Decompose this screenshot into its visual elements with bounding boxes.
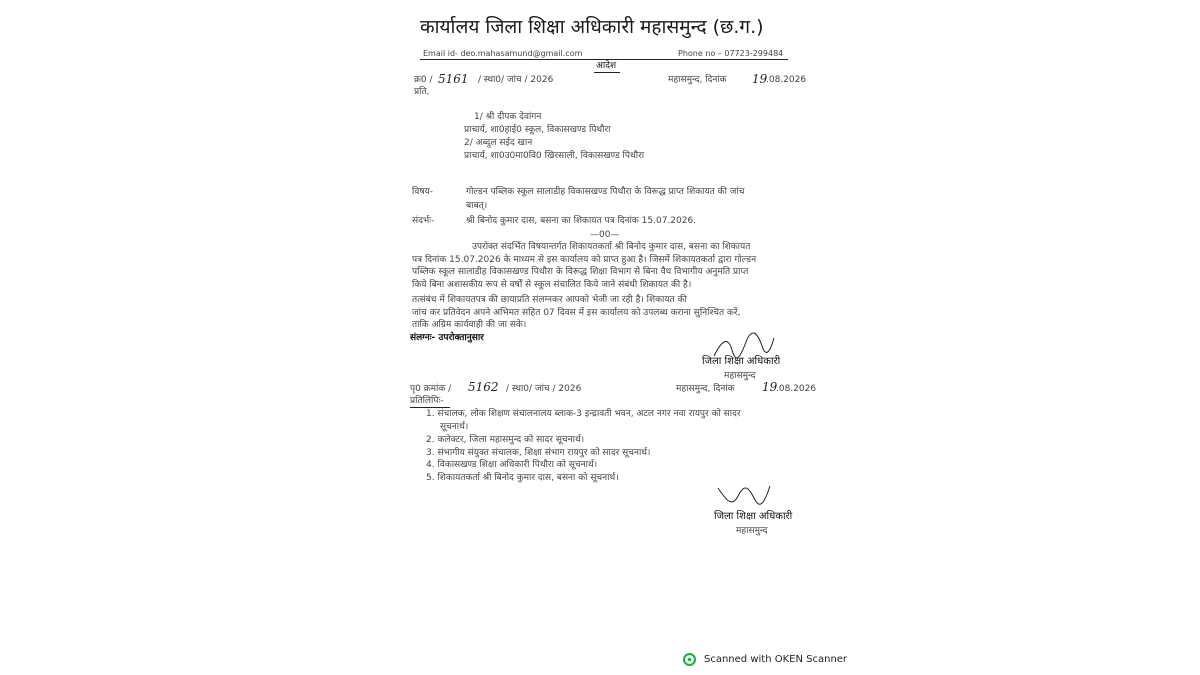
- ref1-month-year: .08.2026: [766, 75, 807, 85]
- signature-2-scribble: [714, 480, 774, 514]
- prati-label: प्रति,: [414, 87, 430, 97]
- ref2-day: 19: [762, 380, 778, 394]
- copy-item: 5. शिकायतकर्ता श्री बिनोद कुमार दास, बसना को सूचनार्थ।: [426, 473, 619, 483]
- reference-label: संदर्भः-: [412, 216, 435, 226]
- body-line: तत्संबंध में शिकायतपत्र की छायाप्रति संलग्नकर आपको भेजी जा रही है। शिकायत की: [412, 295, 687, 305]
- ref2-prefix: पृ0 क्रमांक /: [410, 384, 452, 394]
- subject-line: बाबत्।: [466, 201, 488, 211]
- office-title: कार्यालय जिला शिक्षा अधिकारी महासमुन्द (छ.ग.): [420, 16, 764, 38]
- phone-line: Phone no – 07723-299484: [678, 49, 784, 58]
- recipient-line: 2/ अब्दुल सईद खान: [464, 138, 533, 148]
- body-line: किये बिना अशासकीय रूप से वर्षों से स्कूल संचालित किये जाने संबंधी शिकायत की है।: [412, 280, 692, 290]
- separator: —00—: [590, 230, 620, 240]
- subject-label: विषय-: [412, 187, 434, 197]
- signature-1-place: महासमुन्द: [724, 371, 756, 381]
- ref2-place-date: महासमुन्द, दिनांक: [676, 384, 735, 394]
- enclosure-line: संलग्नः- उपरोक्तानुसार: [410, 333, 484, 343]
- ref2-month-year: .08.2026: [776, 384, 817, 394]
- reference-text: श्री बिनोद कुमार दास, बसना का शिकायत पत्र दिनांक 15.07.2026.: [466, 216, 697, 226]
- body-line: पब्लिक स्कूल सालाडीह विकासखण्ड पिथौरा के विरूद्ध शिक्षा विभाग से बिना वैध विभागीय अनुमति प्राप्त: [412, 267, 749, 277]
- copy-item: सूचनार्थ।: [440, 422, 469, 432]
- signature-1-title: जिला शिक्षा अधिकारी: [702, 356, 781, 367]
- subject-line: गोल्डन पब्लिक स्कूल सालाडीह विकासखण्ड पिथौरा के विरूद्ध प्राप्त शिकायत की जांच: [466, 187, 745, 197]
- ref1-prefix: क्र0 /: [414, 75, 433, 85]
- recipient-line: प्राचार्य, शा0उ0मा0वि0 खिरसाली, विकासखण्ड पिथौरा: [464, 151, 645, 161]
- order-label: आदेश: [596, 61, 617, 71]
- body-line: जांच कर प्रतिवेदन अपने अभिमत सहित 07 दिवस में इस कार्यालय को उपलब्ध कराना सुनिश्चित करें,: [412, 308, 741, 318]
- copy-item: 1. संचालक, लोक शिक्षण संचालनालय ब्लाक-3 इन्द्रावती भवन, अटल नगर नवा रायपुर को सादर: [426, 409, 741, 419]
- copy-label: प्रतिलिपिः-: [410, 396, 444, 406]
- recipient-line: प्राचार्य, शा0हाई0 स्कूल, विकासखण्ड पिथौरा: [464, 125, 611, 135]
- ref1-suffix: / स्था0/ जांच / 2026: [478, 75, 554, 85]
- body-line: उपरोक्त संदर्भित विषयान्तर्गत शिकायतकर्ता श्री बिनोद कुमार दास, बसना का शिकायत: [472, 242, 751, 252]
- body-line: ताकि अग्रिम कार्यवाही की जा सके।: [412, 320, 527, 330]
- order-underline: [594, 72, 620, 73]
- ref1-place-date: महासमुन्द, दिनांक: [668, 75, 727, 85]
- ref1-number: 5161: [438, 72, 469, 86]
- email-line: Email id- deo.mahasamund@gmail.com: [423, 49, 583, 58]
- scanner-watermark-text: Scanned with OKEN Scanner: [704, 654, 848, 665]
- ref2-number: 5162: [468, 380, 499, 394]
- copy-label-underline: [410, 407, 450, 408]
- recipient-line: 1/ श्री दीपक देवांगन: [474, 112, 542, 122]
- signature-2-title: जिला शिक्षा अधिकारी: [714, 511, 793, 522]
- header-rule: [420, 59, 788, 60]
- ref2-suffix: / स्था0/ जांच / 2026: [506, 384, 582, 394]
- ref1-day: 19: [752, 72, 768, 86]
- copy-item: 2. कलेक्टर, जिला महासमुन्द को सादर सूचनार्थ।: [426, 435, 585, 445]
- document-page: [380, 0, 820, 675]
- copy-item: 3. संभागीय संयुक्त संचालक, शिक्षा संभाग रायपुर को सादर सूचनार्थ।: [426, 448, 651, 458]
- body-line: पत्र दिनांक 15.07.2026 के माध्यम से इस कार्यालय को प्राप्त हुआ है। जिसमें शिकायतकर्ता द्वारा गोल्डन: [412, 255, 757, 265]
- oken-scanner-icon: [683, 653, 696, 666]
- copy-item: 4. विकासखण्ड शिक्षा अधिकारी पिथौरा को सूचनार्थ।: [426, 460, 598, 470]
- signature-2-place: महासमुन्द: [736, 526, 768, 536]
